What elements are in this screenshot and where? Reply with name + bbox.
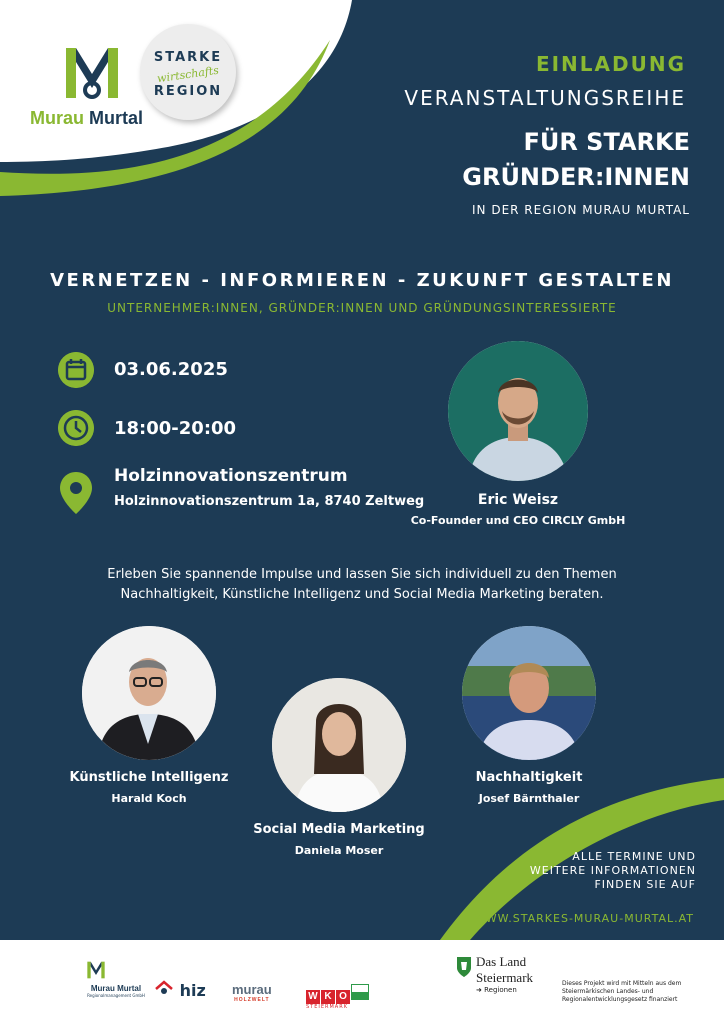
more-info-text: ALLE TERMINE UND WEITERE INFORMATIONEN FINDEN SIE AUF xyxy=(529,850,696,891)
sticker-line-1: STARKE xyxy=(153,50,223,65)
footer-logo-steiermark xyxy=(456,954,533,994)
footer-logos xyxy=(0,940,724,1024)
intro-text: Erleben Sie spannende Impulse und lassen Sie sich individuell zu den Themen Nachhaltigkeit, Künstliche Intelligenz und Social Media Marketing beraten. xyxy=(107,567,617,602)
headline-region: IN DER REGION MURAU MURTAL xyxy=(472,203,690,217)
event-date: 03.06.2025 xyxy=(114,359,228,380)
footer-murau-sub: HOLZWELT xyxy=(234,997,270,1003)
sticker-line-2: wirtschafts xyxy=(156,63,220,86)
headline-line-1: FÜR STARKE xyxy=(523,128,690,156)
expert-photo-harald-koch xyxy=(82,626,216,760)
wko-letter-o: O xyxy=(336,990,350,1004)
footer-hiz-text: hiz xyxy=(179,981,206,1000)
headline-line-2: GRÜNDER:INNEN xyxy=(462,163,690,191)
logo-word-1: Murau xyxy=(30,108,84,128)
event-address: Holzinnovationszentrum 1a, 8740 Zeltweg xyxy=(114,494,425,509)
website-link[interactable]: WWW.STARKES-MURAU-MURTAL.AT xyxy=(473,912,694,925)
event-venue: Holzinnovationszentrum xyxy=(114,466,348,486)
target-audience: UNTERNEHMER:INNEN, GRÜNDER:INNEN UND GRÜNDUNGSINTERESSIERTE xyxy=(107,301,617,315)
calendar-icon xyxy=(58,352,94,388)
footer-logo-hiz xyxy=(154,980,206,1000)
expert-topic-2: Social Media Marketing xyxy=(253,822,425,837)
motto: VERNETZEN - INFORMIEREN - ZUKUNFT GESTALTEN xyxy=(50,270,674,291)
expert-photo-josef-baernthaler xyxy=(462,626,596,760)
expert-topic-3: Nachhaltigkeit xyxy=(475,770,583,785)
speaker-photo-eric-weisz xyxy=(448,341,588,481)
expert-photo-daniela-moser xyxy=(272,678,406,812)
footer-logo-wko xyxy=(306,984,369,1010)
wko-letter-w: W xyxy=(306,990,320,1004)
footer-stmk-line-3: ➜ Regionen xyxy=(476,986,517,994)
footer-mm-name: Murau Murtal xyxy=(90,984,142,993)
footer-murau-text: murau xyxy=(232,982,272,997)
sticker-line-3: REGION xyxy=(153,84,223,99)
footer-wko-sub: STEIERMARK xyxy=(306,1004,348,1010)
keynote-speaker-name: Eric Weisz xyxy=(477,492,559,508)
footer-stmk-line-2: Steiermark xyxy=(476,970,534,985)
footer-logo-murau-holzwelt xyxy=(232,982,272,1003)
expert-name-3: Josef Bärnthaler xyxy=(478,792,580,805)
house-icon xyxy=(154,980,174,998)
footer-mm-sub: Regionalmanagement GmbH xyxy=(87,993,145,998)
title-einladung: EINLADUNG xyxy=(535,52,686,76)
event-time: 18:00-20:00 xyxy=(114,418,237,439)
keynote-speaker-role: Co-Founder und CEO CIRCLY GmbH xyxy=(410,514,626,527)
logo-wordmark xyxy=(30,108,143,129)
expert-name-2: Daniela Moser xyxy=(294,844,384,857)
expert-name-1: Harald Koch xyxy=(111,792,187,805)
footer-logo-murau-murtal xyxy=(86,960,146,998)
location-pin-icon xyxy=(58,470,94,516)
steiermark-crest-icon xyxy=(456,956,472,978)
wko-letter-k: K xyxy=(321,990,335,1004)
starke-wirtschaftsregion-sticker xyxy=(140,24,236,120)
clock-icon xyxy=(58,410,94,446)
expert-topic-1: Künstliche Intelligenz xyxy=(69,770,229,785)
footer-stmk-line-1: Das Land xyxy=(476,954,527,969)
logo-word-2: Murtal xyxy=(89,108,144,128)
murau-murtal-small-icon xyxy=(86,960,106,980)
murau-murtal-logo-icon xyxy=(62,44,122,102)
title-series: VERANSTALTUNGSREIHE xyxy=(404,86,686,110)
funding-note: Dieses Projekt wird mit Mitteln aus dem Steiermärkischen Landes- und Regionalentwicklungsgesetz finanziert xyxy=(562,980,682,1003)
wko-flag-icon xyxy=(351,984,369,1000)
